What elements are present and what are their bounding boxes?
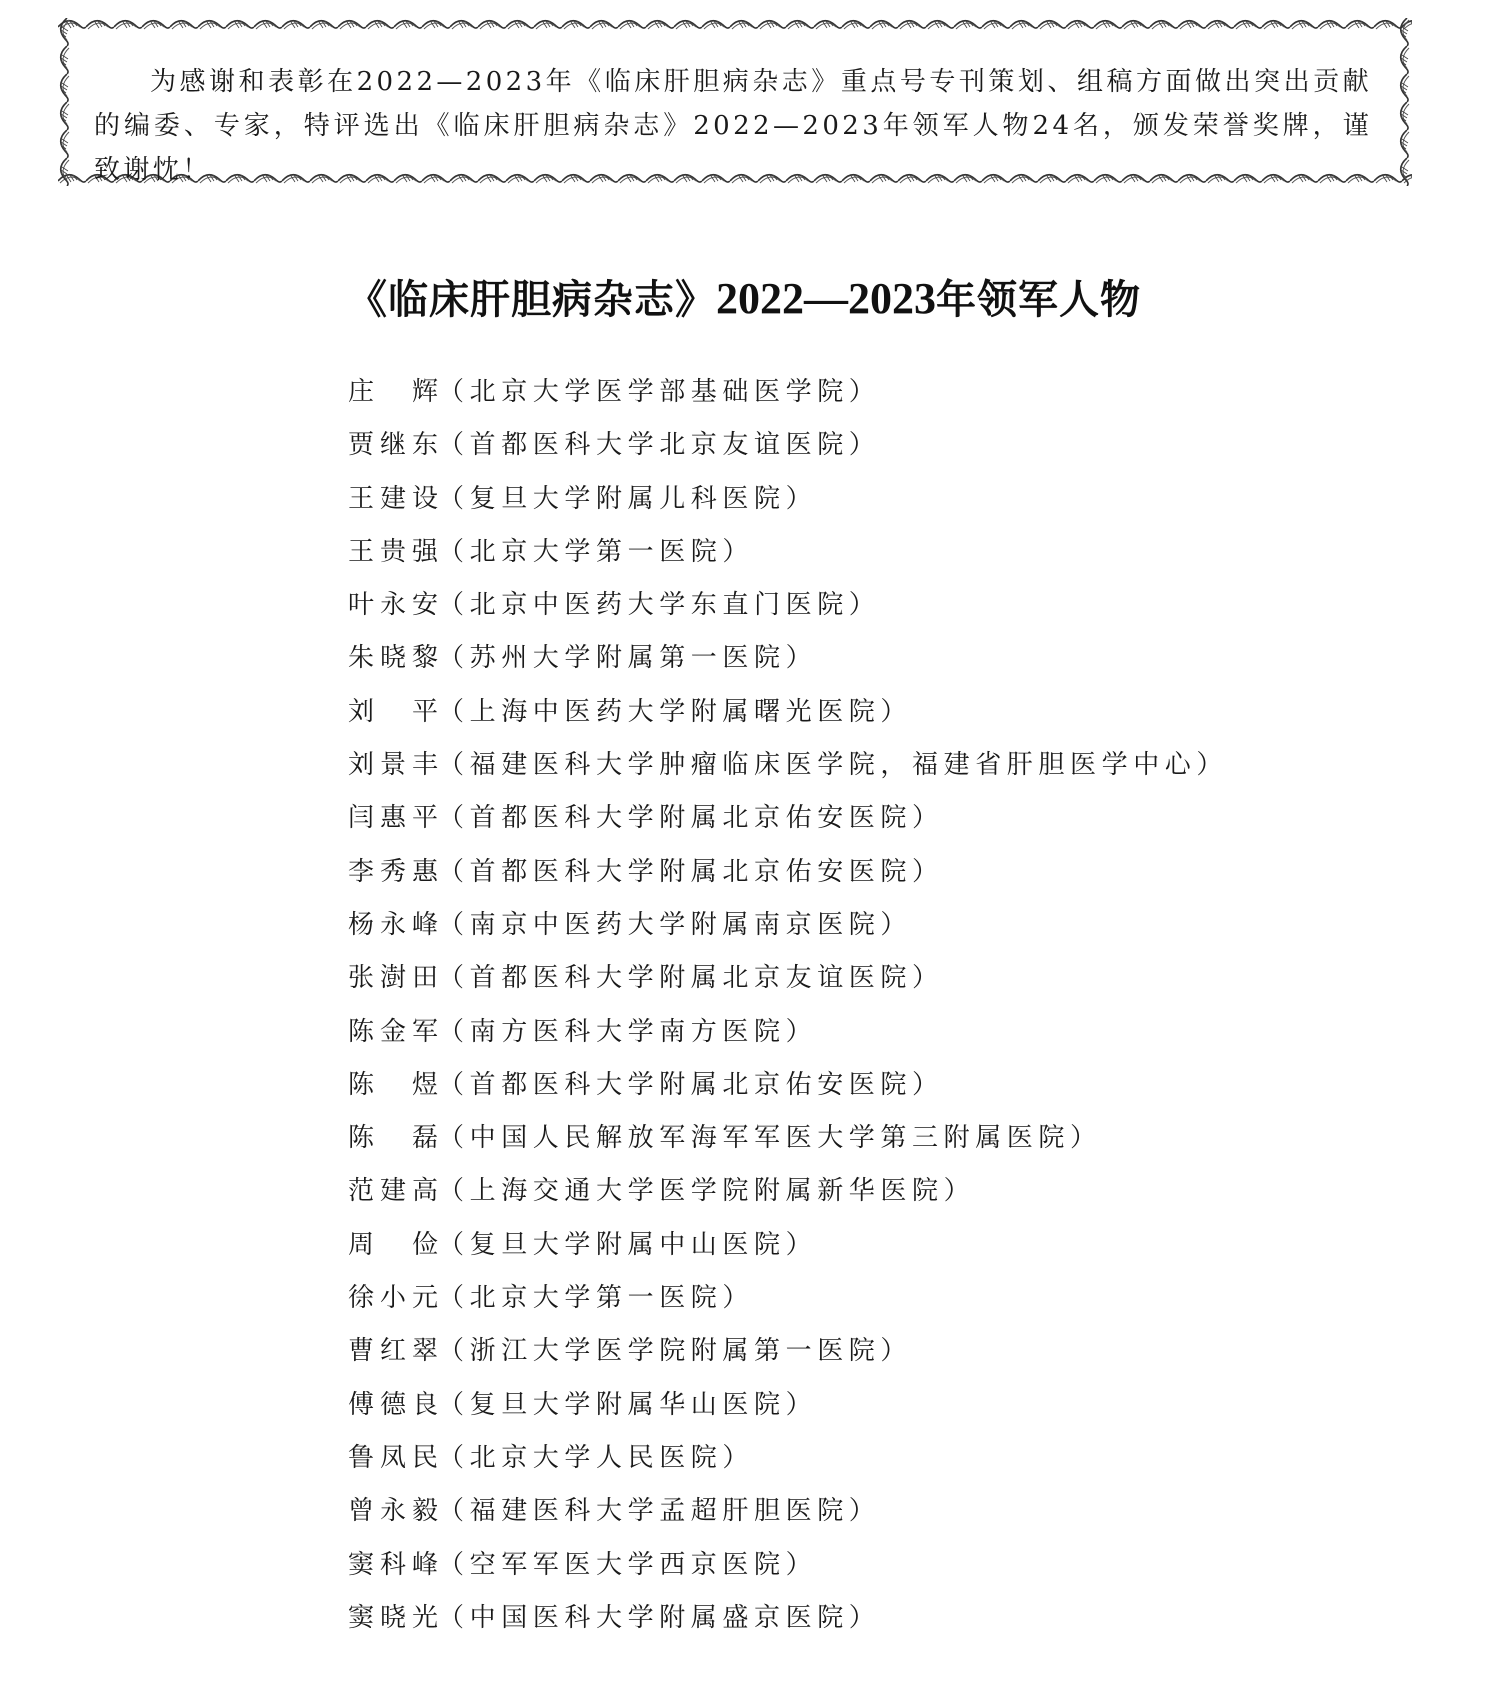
- list-item: [348, 479, 1228, 532]
- leader-affiliation: （浙江大学医学院附属第一医院）: [438, 1336, 913, 1367]
- list-item: [348, 1385, 1228, 1438]
- list-item: [348, 585, 1228, 638]
- rope-border-top: [58, 18, 1412, 32]
- list-item: [348, 1278, 1228, 1331]
- leader-affiliation: （福建医科大学孟超肝胆医院）: [438, 1496, 881, 1527]
- leader-affiliation: （福建医科大学肿瘤临床医学院，福建省肝胆医学中心）: [438, 750, 1229, 781]
- leader-affiliation: （复旦大学附属中山医院）: [438, 1229, 818, 1260]
- leader-name: 刘景丰: [348, 750, 438, 781]
- leader-affiliation: （中国人民解放军海军军医大学第三附属医院）: [438, 1123, 1102, 1154]
- leader-name: 陈 煜: [348, 1069, 438, 1100]
- leader-name: 张澍田: [348, 963, 438, 994]
- list-item: [348, 1118, 1228, 1171]
- leader-affiliation: （北京大学第一医院）: [438, 1283, 755, 1314]
- rope-border-left: [58, 18, 72, 186]
- acknowledgement-paragraph: 为感谢和表彰在2022—2023年《临床肝胆病杂志》重点号专刊策划、组稿方面做出突出贡献的编委、专家，特评选出《临床肝胆病杂志》2022—2023年领军人物24名，颁发荣誉奖牌，谨致谢忱！: [94, 67, 1372, 185]
- title-suffix: 年领军人物: [936, 277, 1141, 323]
- list-item: [348, 905, 1228, 958]
- leader-affiliation: （南京中医药大学附属南京医院）: [438, 909, 913, 940]
- leader-name: 范建高: [348, 1176, 438, 1207]
- leader-affiliation: （首都医科大学附属北京佑安医院）: [438, 803, 944, 834]
- page-title: [0, 268, 1488, 325]
- leader-affiliation: （北京中医药大学东直门医院）: [438, 590, 881, 621]
- leader-list: [348, 372, 1228, 1651]
- leader-affiliation: （上海交通大学医学院附属新华医院）: [438, 1176, 976, 1207]
- leader-name: 朱晓黎: [348, 643, 438, 674]
- leader-affiliation: （北京大学人民医院）: [438, 1442, 755, 1473]
- list-item: [348, 1171, 1228, 1224]
- leader-affiliation: （复旦大学附属儿科医院）: [438, 483, 818, 514]
- leader-name: 刘 平: [348, 696, 438, 727]
- list-item: [348, 798, 1228, 851]
- title-journal: 《临床肝胆病杂志》: [347, 277, 716, 323]
- title-years: 2022—2023: [716, 274, 936, 323]
- leader-affiliation: （北京大学第一医院）: [438, 536, 755, 567]
- leader-affiliation: （首都医科大学北京友谊医院）: [438, 430, 881, 461]
- leader-name: 李秀惠: [348, 856, 438, 887]
- list-item: [348, 1331, 1228, 1384]
- list-item: [348, 958, 1228, 1011]
- list-item: [348, 1598, 1228, 1651]
- leader-affiliation: （空军军医大学西京医院）: [438, 1549, 818, 1580]
- list-item: [348, 692, 1228, 745]
- leader-affiliation: （首都医科大学附属北京佑安医院）: [438, 856, 944, 887]
- leader-affiliation: （首都医科大学附属北京佑安医院）: [438, 1069, 944, 1100]
- rope-border-right: [1398, 18, 1412, 186]
- list-item: [348, 1065, 1228, 1118]
- list-item: [348, 852, 1228, 905]
- list-item: [348, 638, 1228, 691]
- leader-name: 徐小元: [348, 1283, 438, 1314]
- list-item: [348, 745, 1228, 798]
- acknowledgement-text: [94, 60, 1372, 192]
- list-item: [348, 425, 1228, 478]
- leader-name: 叶永安: [348, 590, 438, 621]
- leader-name: 傅德良: [348, 1389, 438, 1420]
- leader-affiliation: （苏州大学附属第一医院）: [438, 643, 818, 674]
- leader-name: 陈 磊: [348, 1123, 438, 1154]
- leader-affiliation: （上海中医药大学附属曙光医院）: [438, 696, 913, 727]
- leader-name: 窦科峰: [348, 1549, 438, 1580]
- leader-name: 陈金军: [348, 1016, 438, 1047]
- list-item: [348, 1491, 1228, 1544]
- list-item: [348, 1438, 1228, 1491]
- leader-name: 鲁凤民: [348, 1442, 438, 1473]
- leader-name: 杨永峰: [348, 909, 438, 940]
- list-item: [348, 1012, 1228, 1065]
- acknowledgement-box: [58, 18, 1412, 186]
- leader-name: 周 俭: [348, 1229, 438, 1260]
- leader-name: 窦晓光: [348, 1602, 438, 1633]
- list-item: [348, 1225, 1228, 1278]
- leader-name: 庄 辉: [348, 377, 438, 407]
- leader-name: 闫惠平: [348, 803, 438, 834]
- leader-affiliation: （南方医科大学南方医院）: [438, 1016, 818, 1047]
- leader-affiliation: （中国医科大学附属盛京医院）: [438, 1602, 881, 1633]
- leader-name: 王建设: [348, 483, 438, 514]
- leader-name: 曹红翠: [348, 1336, 438, 1367]
- leader-affiliation: （首都医科大学附属北京友谊医院）: [438, 963, 944, 994]
- list-item: [348, 532, 1228, 585]
- leader-affiliation: （北京大学医学部基础医学院）: [438, 377, 881, 407]
- leader-name: 王贵强: [348, 536, 438, 567]
- list-item: [348, 372, 1228, 425]
- leader-name: 贾继东: [348, 430, 438, 461]
- leader-affiliation: （复旦大学附属华山医院）: [438, 1389, 818, 1420]
- list-item: [348, 1545, 1228, 1598]
- leader-name: 曾永毅: [348, 1496, 438, 1527]
